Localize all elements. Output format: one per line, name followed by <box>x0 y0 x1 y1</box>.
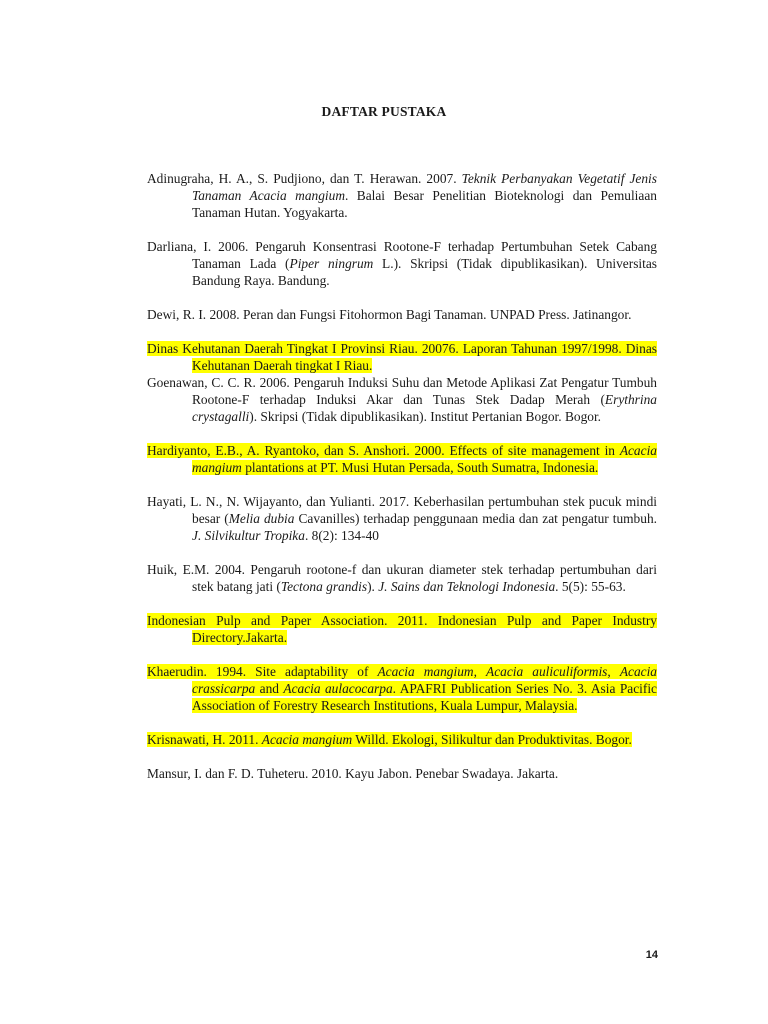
page-number: 14 <box>645 949 658 961</box>
reference-italic-text: Acacia mangium <box>261 732 353 747</box>
reference-list <box>147 170 657 799</box>
reference-italic-text: Melia dubia <box>228 511 295 526</box>
reference-italic-text: Acacia crassicarpa <box>192 664 658 696</box>
reference-text: Cavanilles) terhadap penggunaan media dan zat pengatur tumbuh. <box>294 511 657 526</box>
reference-text: Krisnawati, H. 2011. <box>147 732 262 747</box>
reference-entry <box>147 374 657 425</box>
reference-text: Darliana, I. 2006. Pengaruh Konsentrasi Rootone-F terhadap Pertumbuhan Setek Cabang Tanaman Lada ( <box>147 239 657 271</box>
reference-text: Willd. Ekologi, Silikultur dan Produktivitas. Bogor. <box>352 732 632 747</box>
reference-italic-text: J. Sains dan Teknologi Indonesia <box>378 579 556 594</box>
reference-text: Mansur, I. dan F. D. Tuheteru. 2010. Kayu Jabon. Penebar Swadaya. Jakarta. <box>147 766 559 781</box>
reference-text: . APAFRI Publication Series No. 3. Asia Pacific Association of Forestry Research Institutions, Kuala Lumpur, Malaysia. <box>192 681 657 713</box>
reference-entry <box>147 170 657 221</box>
reference-text: Dinas Kehutanan Daerah Tingkat I Provinsi Riau. 20076. Laporan Tahunan 1997/1998. Dinas Kehutanan Daerah tingkat I Riau. <box>147 341 657 373</box>
reference-text: ). <box>367 579 379 594</box>
reference-text: plantations at PT. Musi Hutan Persada, South Sumatra, Indonesia. <box>241 460 599 475</box>
reference-entry <box>147 306 657 323</box>
reference-entry-highlighted <box>147 731 657 748</box>
reference-italic-text: Tectona grandis <box>280 579 368 594</box>
reference-text: ). Skripsi (Tidak dipublikasikan). Institut Pertanian Bogor. Bogor. <box>249 409 602 424</box>
reference-text: . Balai Besar Penelitian Bioteknologi dan Pemuliaan Tanaman Hutan. Yogyakarta. <box>192 188 657 220</box>
reference-entry-highlighted <box>147 340 657 374</box>
reference-text: Hardiyanto, E.B., A. Ryantoko, dan S. Anshori. 2000. Effects of site management in <box>147 443 620 458</box>
reference-text: . 8(2): 134-40 <box>304 528 379 543</box>
reference-text: Hayati, L. N., N. Wijayanto, dan Yulianti. 2017. Keberhasilan pertumbuhan stek pucuk mindi besar ( <box>147 494 657 526</box>
reference-text: Goenawan, C. C. R. 2006. Pengaruh Induksi Suhu dan Metode Aplikasi Zat Pengatur Tumbuh Rootone-F terhadap Induksi Akar dan Tunas Stek Dadap Merah ( <box>147 375 657 407</box>
reference-text: , <box>607 664 620 679</box>
reference-italic-text: Acacia aulacocarpa <box>283 681 393 696</box>
reference-text: Huik, E.M. 2004. Pengaruh rootone-f dan ukuran diameter stek terhadap pertumbuhan dari stek batang jati ( <box>147 562 657 594</box>
reference-text: and <box>255 681 284 696</box>
reference-italic-text: Acacia auliculiformis <box>486 664 608 679</box>
reference-entry <box>147 238 657 289</box>
reference-entry-highlighted <box>147 612 657 646</box>
reference-text: , <box>473 664 487 679</box>
reference-italic-text: J. Silvikultur Tropika <box>192 528 305 543</box>
reference-italic-text: Acacia mangium <box>192 443 657 475</box>
reference-italic-text: Erythrina crystagalli <box>192 392 657 424</box>
reference-text: . 5(5): 55-63. <box>555 579 626 594</box>
reference-text: L.). Skripsi (Tidak dipublikasikan). Universitas Bandung Raya. Bandung. <box>192 256 658 288</box>
reference-italic-text: Teknik Perbanyakan Vegetatif Jenis Tanaman Acacia mangium <box>192 171 657 203</box>
reference-text: Adinugraha, H. A., S. Pudjiono, dan T. Herawan. 2007. <box>147 171 462 186</box>
reference-italic-text: Acacia mangium <box>377 664 474 679</box>
reference-entry <box>147 765 657 782</box>
reference-text: Khaerudin. 1994. Site adaptability of <box>147 664 378 679</box>
reference-italic-text: Piper ningrum <box>289 256 374 271</box>
reference-text: Indonesian Pulp and Paper Association. 2011. Indonesian Pulp and Paper Industry Directory.Jakarta. <box>147 613 657 645</box>
reference-entry-highlighted <box>147 663 657 714</box>
reference-entry <box>147 493 657 544</box>
page-title: DAFTAR PUSTAKA <box>321 104 447 119</box>
reference-entry-highlighted <box>147 442 657 476</box>
reference-text: Dewi, R. I. 2008. Peran dan Fungsi Fitohormon Bagi Tanaman. UNPAD Press. Jatinangor. <box>147 307 632 322</box>
reference-entry <box>147 561 657 595</box>
